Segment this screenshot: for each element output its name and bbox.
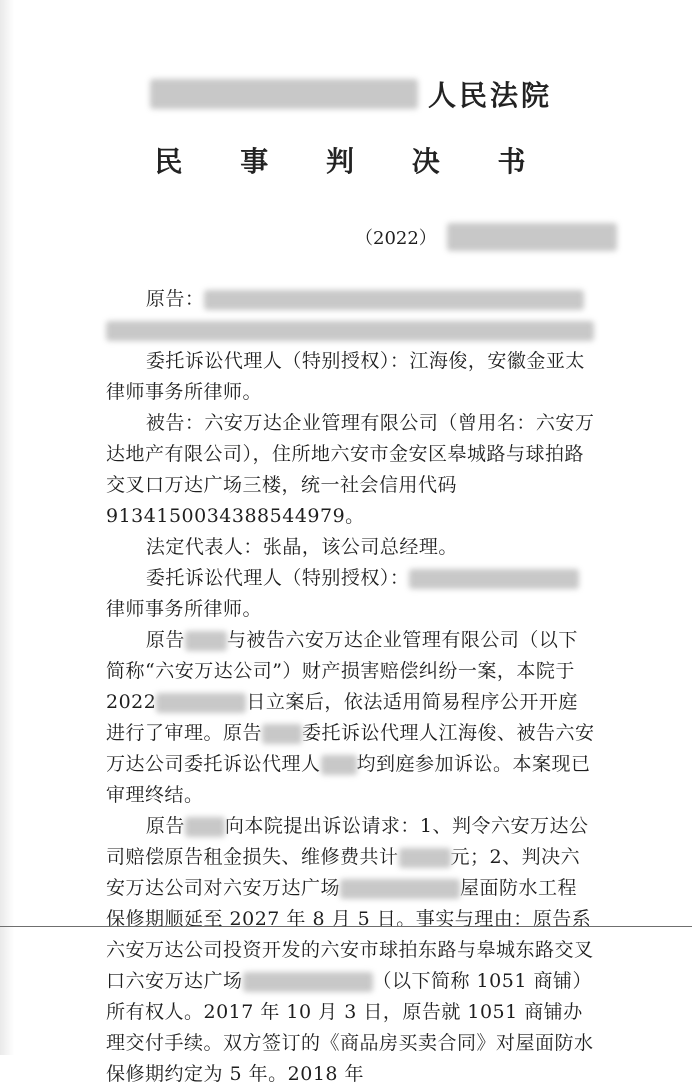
plaintiff-agent: 委托诉讼代理人（特别授权）：江海俊，安徽金亚太律师事务所律师。: [106, 350, 585, 403]
p1-text-b: 与被告六安万达企业管理有限公司（以下简称“六安万达公司”）财产损害赔偿纠纷一案，本院于 2022: [106, 629, 578, 713]
redacted-plaintiff-address: [106, 321, 594, 341]
case-number: [355, 222, 617, 252]
judgment-body: [106, 284, 596, 1090]
redacted-case-number: [447, 223, 617, 251]
p2-text-e: （以下简称 1051 商铺）所有权人。2017 年 10 月 3 日，原告就 1051 商铺办理交付手续。双方签订的《商品房买卖合同》对屋面防水保修期约定为 5 年。2018 年: [106, 970, 594, 1085]
p1-text-d: 委托诉讼代理人江海俊、被告六安万达公司委托诉讼代理人: [106, 722, 595, 775]
p1-text-e: 均到庭参加诉讼。本案现已审理终结。: [106, 753, 591, 806]
defendant-agent: [106, 563, 596, 625]
defendant-agent-label: 委托诉讼代理人（特别授权）：: [145, 567, 410, 589]
redacted-plaintiff-name: [185, 631, 227, 651]
p2-text-b: 向本院提出诉讼请求：1、判令六安万达公司赔偿原告租金损失、维修费共计: [106, 815, 589, 868]
p1-text-a: 原告: [145, 629, 185, 651]
defendant-agent-tail: 律师事务所律师。: [106, 598, 263, 620]
redacted-amount: [399, 848, 451, 868]
p2-text-a: 原告: [145, 815, 185, 837]
redacted-plaintiff-name-2: [262, 724, 302, 744]
court-name: 人民法院: [428, 79, 553, 112]
p1-text-c: 日立案后，依法适用简易程序公开开庭进行了审理。原告: [106, 691, 578, 744]
plaintiff-label: 原告：: [145, 288, 205, 310]
redacted-shop-number: [243, 972, 373, 992]
plaintiff-line-2: [106, 315, 596, 346]
redacted-plaintiff-info: [204, 290, 584, 310]
redacted-court-location: [150, 79, 418, 109]
plaintiff-line: [106, 284, 596, 315]
legal-representative: 法定代表人：张晶，该公司总经理。: [145, 536, 458, 558]
p2-text-d: 屋面防水工程保修期顺延至 2027 年 8 月 5 日。事实与理由：原告系六安万达公司投资开发的六安市球拍东路与皋城东路交叉口六安万达广场: [106, 877, 594, 992]
redacted-defendant-agent: [409, 569, 579, 589]
redacted-defendant-agent-name: [321, 755, 357, 775]
redacted-plaintiff-name-3: [185, 817, 225, 837]
redacted-filing-date: [156, 693, 246, 713]
defendant-info: 被告：六安万达企业管理有限公司（曾用名：六安万达地产有限公司），住所地六安市金安区皋城路与球拍路交叉口万达广场三楼，统一社会信用代码91341500343885​44979。: [106, 412, 595, 527]
document-title: 民 事 判 决 书: [154, 145, 550, 178]
court-header: [150, 74, 552, 114]
case-paragraph-1: [106, 625, 596, 811]
p2-text-c: 元；2、判决六安万达公司对六安万达广场: [106, 846, 581, 899]
case-paragraph-2: [106, 811, 596, 1090]
scan-fold-line: [0, 926, 692, 927]
case-number-prefix: （2022）: [355, 228, 437, 249]
redacted-unit-number: [340, 879, 460, 899]
